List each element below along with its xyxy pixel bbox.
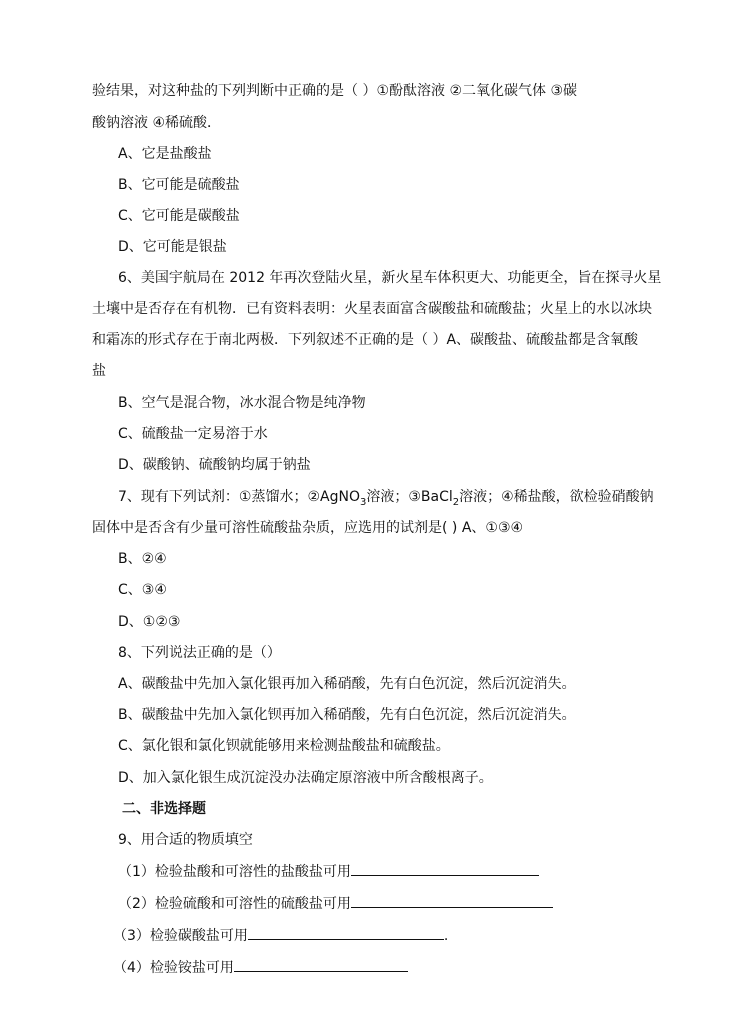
q6-option-b: B、空气是混合物，冰水混合物是纯净物 bbox=[118, 395, 366, 411]
q6-line2: 土壤中是否存在有机物．已有资料表明：火星表面富含碳酸盐和硫酸盐；火星上的水以冰块 bbox=[92, 301, 652, 317]
q6-option-d: D、碳酸钠、硫酸钠均属于钠盐 bbox=[118, 457, 311, 473]
q9-part1 bbox=[118, 861, 539, 882]
q8-option-a: A、碳酸盐中先加入氯化银再加入稀硝酸，先有白色沉淀，然后沉淀消失。 bbox=[118, 676, 576, 692]
q7-line1-part-b: 溶液；③BaCl bbox=[366, 489, 453, 505]
q5-option-d: D、它可能是银盐 bbox=[118, 239, 227, 255]
q9-part2-answer-blank[interactable] bbox=[351, 893, 553, 908]
q7-option-d: D、①②③ bbox=[118, 614, 181, 630]
q7-line1-sub-2: 2 bbox=[452, 496, 460, 508]
q8-option-d: D、加入氯化银生成沉淀没办法确定原溶液中所含酸根离子。 bbox=[118, 770, 493, 786]
q9-part1-answer-blank[interactable] bbox=[351, 861, 539, 876]
q5-option-c: C、它可能是碳酸盐 bbox=[118, 208, 240, 224]
q8-option-c: C、氯化银和氯化钡就能够用来检测盐酸盐和硫酸盐。 bbox=[118, 738, 450, 754]
q8-option-b: B、碳酸盐中先加入氯化钡再加入稀硝酸，先有白色沉淀，然后沉淀消失。 bbox=[118, 707, 576, 723]
q9-part4 bbox=[113, 957, 408, 978]
q5-option-a: A、它是盐酸盐 bbox=[118, 146, 212, 162]
q9-stem: 9、用合适的物质填空 bbox=[118, 832, 253, 848]
q9-part2 bbox=[118, 893, 553, 914]
q8-stem: 8、下列说法正确的是（） bbox=[118, 645, 281, 661]
q7-line1-part-a: 7、现有下列试剂：①蒸馏水；②AgNO bbox=[118, 489, 360, 505]
q7-line1-part-c: 溶液；④稀盐酸，欲检验硝酸钠 bbox=[459, 489, 654, 505]
q9-part4-answer-blank[interactable] bbox=[234, 957, 408, 972]
q7-line1-sub-3: 3 bbox=[359, 496, 367, 508]
q7-line1 bbox=[118, 487, 654, 513]
q5-line1: 验结果，对这种盐的下列判断中正确的是（ ）①酚酞溶液 ②二氧化碳气体 ③碳 bbox=[92, 83, 578, 99]
q6-line4: 盐 bbox=[92, 363, 106, 379]
q9-part4-text: （4）检验铵盐可用 bbox=[113, 960, 234, 976]
q7-option-b: B、②④ bbox=[118, 551, 167, 567]
q5-line2: 酸钠溶液 ④稀硫酸． bbox=[92, 115, 222, 131]
section-title: 二、非选择题 bbox=[122, 801, 206, 817]
q7-option-c: C、③④ bbox=[118, 582, 167, 598]
q9-part3-answer-blank[interactable] bbox=[248, 925, 444, 940]
q9-part3-period: . bbox=[443, 928, 449, 944]
q6-line3: 和霜冻的形式存在于南北两极．下列叙述不正确的是（ ）A、碳酸盐、硫酸盐都是含氧酸 bbox=[92, 332, 639, 348]
q9-part2-text: （2）检验硫酸和可溶性的硫酸盐可用 bbox=[118, 896, 351, 912]
q7-line2: 固体中是否含有少量可溶性硫酸盐杂质，应选用的试剂是( ) A、①③④ bbox=[92, 520, 524, 536]
q9-part3-text: （3）检验碳酸盐可用 bbox=[113, 928, 248, 944]
q6-line1: 6、美国宇航局在 2012 年再次登陆火星，新火星车体积更大、功能更全，旨在探寻火星 bbox=[118, 270, 662, 286]
q9-part3 bbox=[113, 925, 448, 946]
q9-part1-text: （1）检验盐酸和可溶性的盐酸盐可用 bbox=[118, 864, 351, 880]
q6-option-c: C、硫酸盐一定易溶于水 bbox=[118, 426, 268, 442]
q5-option-b: B、它可能是硫酸盐 bbox=[118, 177, 240, 193]
